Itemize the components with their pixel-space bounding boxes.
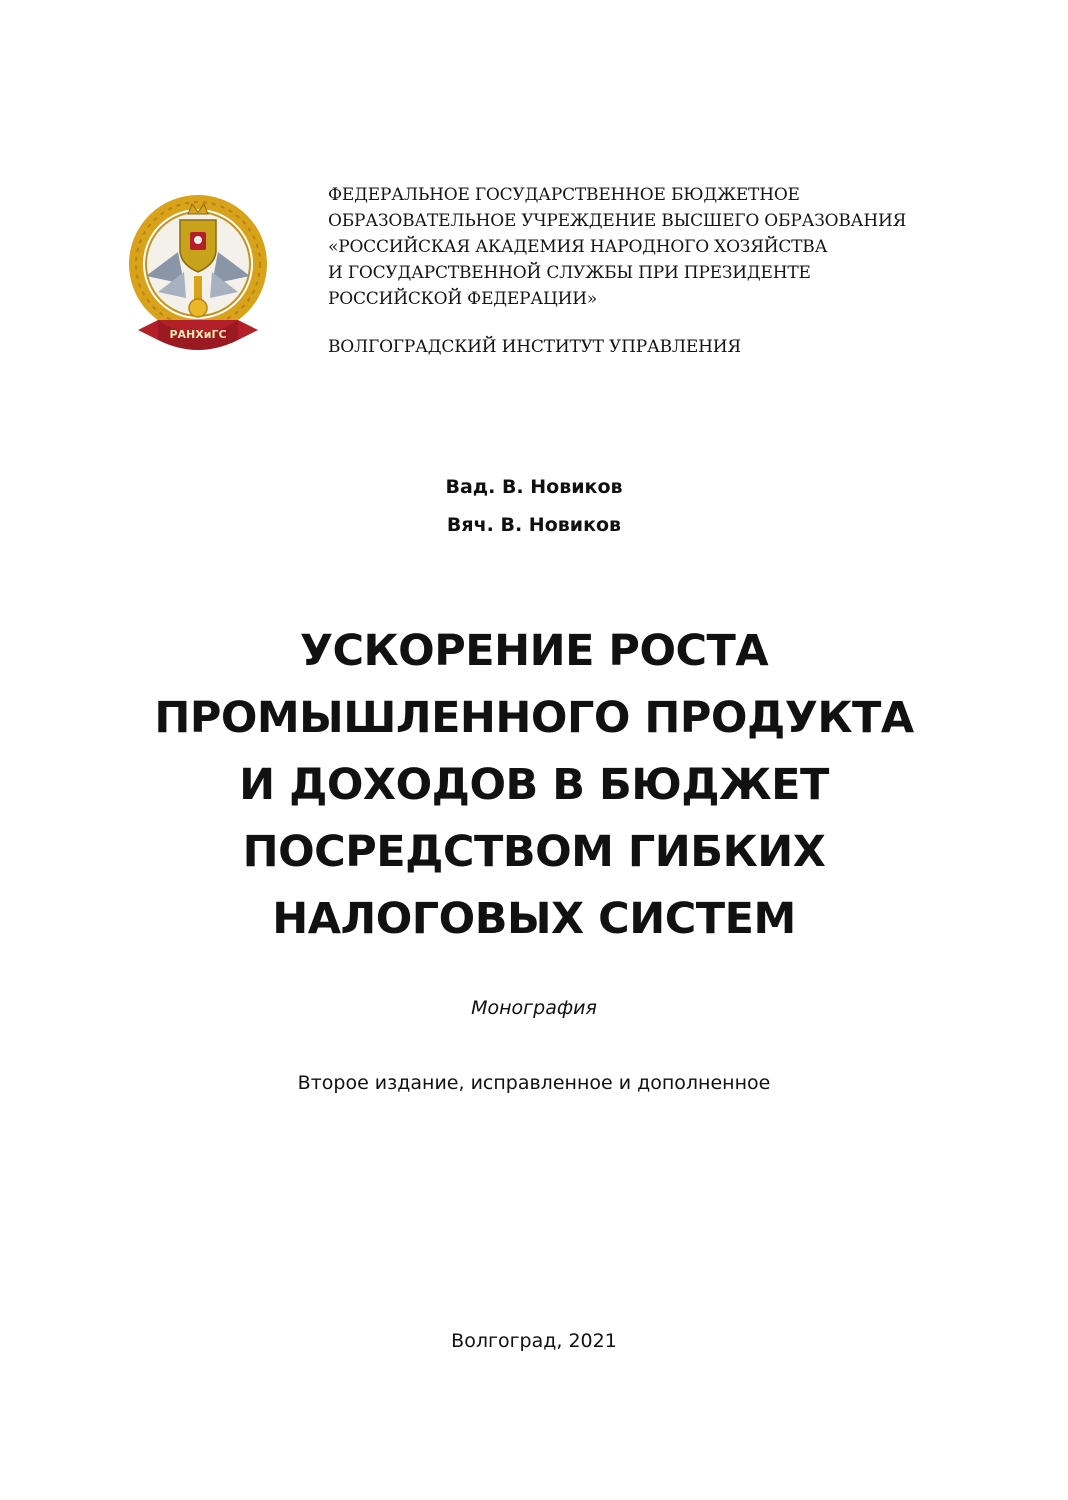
svg-text:РАНХиГС: РАНХиГС — [169, 328, 227, 341]
author-name: Вад. В. Новиков — [445, 476, 623, 498]
edition-note: Второе издание, исправленное и дополненное — [297, 1072, 771, 1094]
place-and-year: Волгоград, 2021 — [451, 1330, 617, 1352]
title-line: УСКОРЕНИЕ РОСТА — [299, 626, 769, 676]
title-line: ПРОМЫШЛЕННОГО ПРОДУКТА — [154, 693, 914, 743]
title-line: НАЛОГОВЫХ СИСТЕМ — [272, 894, 796, 944]
authors — [0, 468, 1068, 544]
organization-name — [328, 182, 1028, 312]
genre-label: Монография — [471, 997, 597, 1019]
title-line: ПОСРЕДСТВОМ ГИБКИХ — [242, 827, 826, 877]
author-name: Вяч. В. Новиков — [446, 514, 622, 536]
organization-line: «РОССИЙСКАЯ АКАДЕМИЯ НАРОДНОГО ХОЗЯЙСТВА — [328, 237, 828, 257]
organization-line: И ГОСУДАРСТВЕННОЙ СЛУЖБЫ ПРИ ПРЕЗИДЕНТЕ — [328, 263, 811, 283]
title-line: И ДОХОДОВ В БЮДЖЕТ — [239, 760, 829, 810]
organization-line: ОБРАЗОВАТЕЛЬНОЕ УЧРЕЖДЕНИЕ ВЫСШЕГО ОБРАЗОВАНИЯ — [328, 211, 907, 231]
book-title — [0, 618, 1068, 953]
organization-line: ФЕДЕРАЛЬНОЕ ГОСУДАРСТВЕННОЕ БЮДЖЕТНОЕ — [328, 185, 800, 205]
organization-line: РОССИЙСКОЙ ФЕДЕРАЦИИ» — [328, 289, 598, 309]
institute-name: ВОЛГОГРАДСКИЙ ИНСТИТУТ УПРАВЛЕНИЯ — [328, 337, 741, 357]
academy-emblem-icon — [128, 180, 268, 365]
